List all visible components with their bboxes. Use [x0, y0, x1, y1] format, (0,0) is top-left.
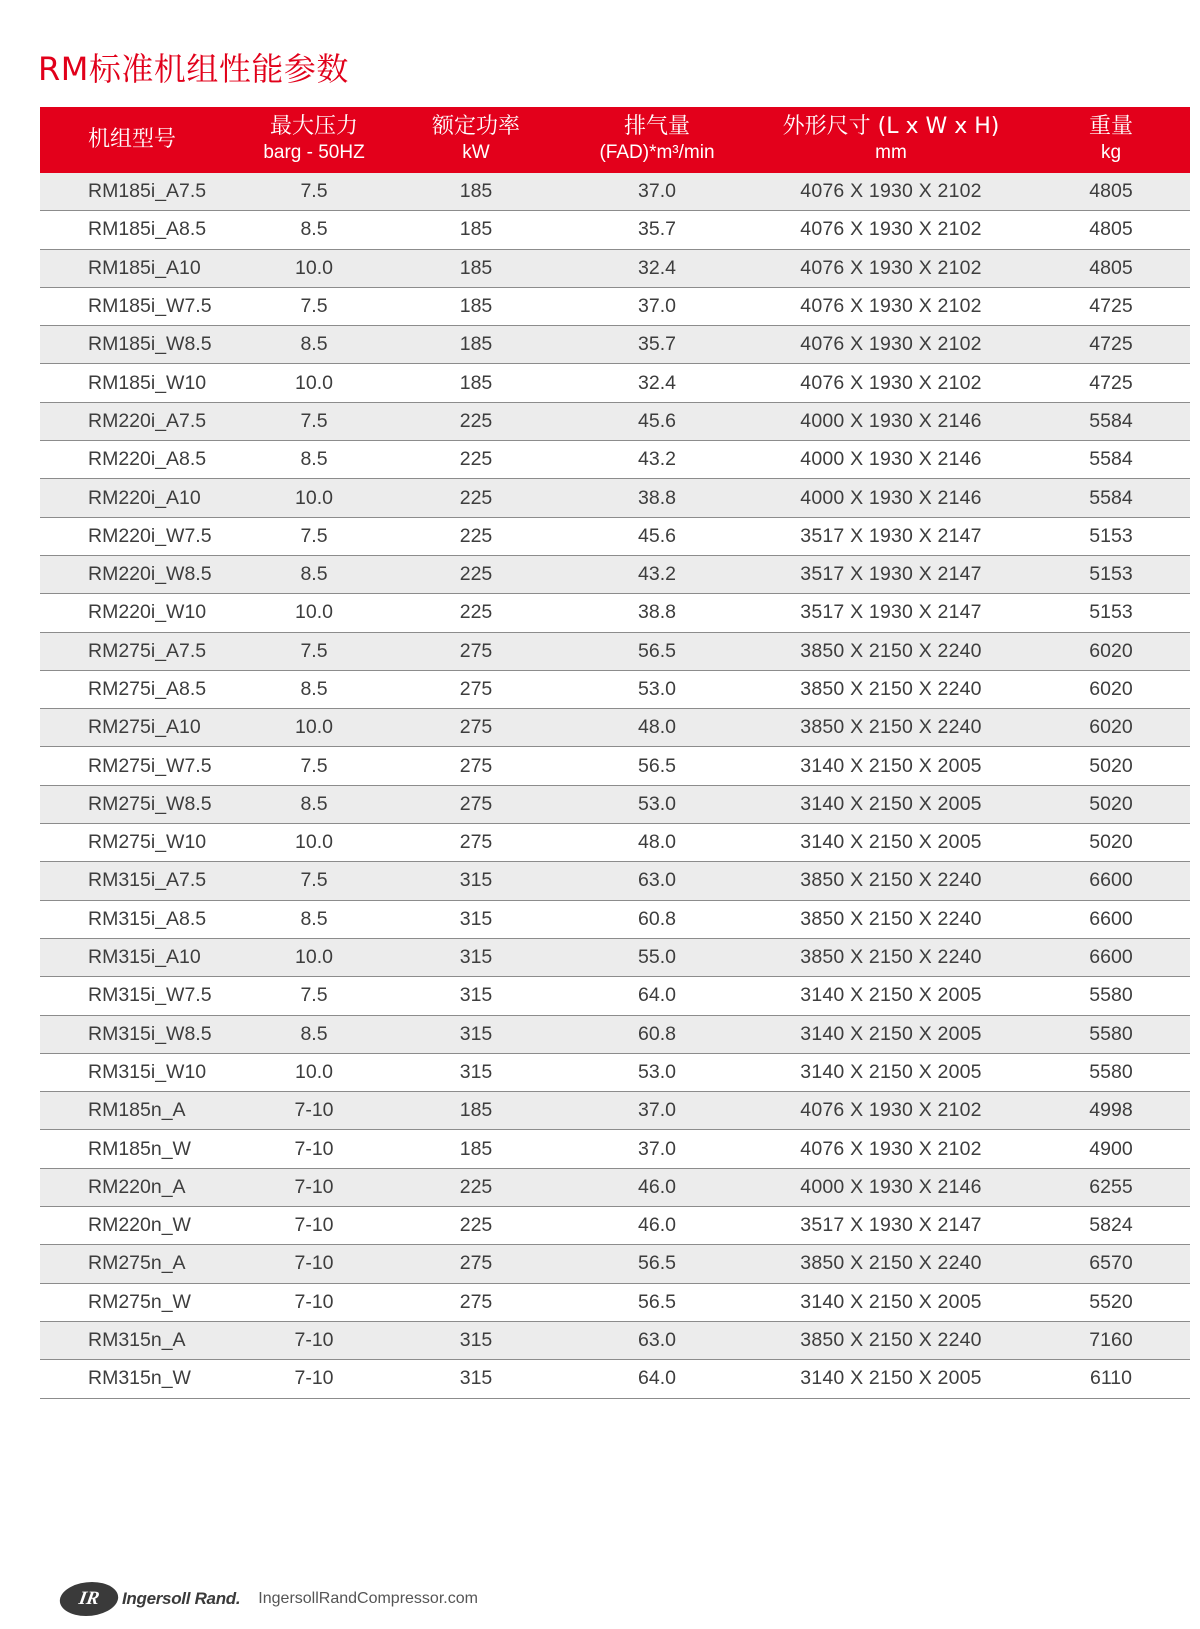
cell-pressure: 7-10: [294, 1214, 334, 1237]
cell-weight: 5580: [1089, 1022, 1133, 1045]
table-row: [40, 939, 1190, 977]
table-row: [40, 364, 1190, 402]
cell-pressure: 7-10: [294, 1329, 334, 1352]
cell-model: RM275i_W7.5: [88, 754, 212, 777]
cell-model: RM185i_W10: [88, 371, 207, 394]
cell-power: 315: [459, 869, 493, 892]
cell-power: 315: [459, 1060, 493, 1083]
cell-power: 275: [459, 716, 493, 739]
cell-power: 275: [459, 1290, 493, 1313]
cell-model: RM315i_A8.5: [88, 907, 207, 930]
cell-power: 225: [459, 563, 493, 586]
brand-logo-mark: IR: [57, 1582, 121, 1616]
cell-pressure: 7-10: [294, 1175, 334, 1198]
header-power: [388, 107, 564, 173]
header-pressure: [240, 107, 388, 173]
cell-weight: 5584: [1089, 409, 1133, 432]
cell-model: RM185i_A10: [88, 256, 201, 279]
header-power-unit: kW: [462, 142, 490, 163]
page-title: RM标准机组性能参数: [38, 50, 349, 88]
cell-dimensions: 3140 X 2150 X 2005: [800, 1367, 982, 1390]
cell-pressure: 10.0: [295, 831, 333, 854]
cell-model: RM275n_A: [88, 1252, 186, 1275]
cell-power: 185: [459, 1099, 493, 1122]
cell-dimensions: 4000 X 1930 X 2146: [800, 486, 982, 509]
table-row: [40, 518, 1190, 556]
cell-dimensions: 4076 X 1930 X 2102: [800, 1137, 982, 1160]
table-row: [40, 824, 1190, 862]
cell-pressure: 8.5: [300, 678, 328, 700]
header-model: [40, 107, 240, 173]
cell-weight: 4900: [1089, 1137, 1133, 1160]
cell-fad: 63.0: [638, 1329, 676, 1352]
cell-pressure: 7-10: [294, 1290, 334, 1313]
cell-weight: 5020: [1089, 792, 1133, 815]
table-row: [40, 709, 1190, 747]
table-row: [40, 1130, 1190, 1168]
cell-power: 225: [459, 409, 493, 432]
cell-fad: 37.0: [638, 295, 676, 318]
cell-pressure: 7.5: [300, 409, 328, 432]
cell-power: 275: [459, 754, 493, 777]
cell-weight: 7160: [1089, 1329, 1133, 1352]
cell-model: RM275i_A10: [88, 716, 201, 739]
cell-power: 275: [459, 1252, 493, 1275]
cell-pressure: 10.0: [295, 371, 333, 394]
cell-fad: 35.7: [638, 333, 676, 356]
cell-fad: 56.5: [638, 639, 676, 662]
cell-weight: 6020: [1089, 716, 1133, 739]
table-row: [40, 556, 1190, 594]
cell-dimensions: 3517 X 1930 X 2147: [800, 524, 982, 547]
cell-power: 185: [459, 1137, 493, 1160]
cell-fad: 56.5: [638, 1252, 676, 1275]
cell-fad: 38.8: [638, 486, 676, 509]
table-row: [40, 747, 1190, 785]
brand-logo: [60, 1582, 240, 1616]
header-dimensions: [750, 107, 1032, 173]
cell-weight: 4725: [1089, 295, 1133, 318]
cell-model: RM315i_W7.5: [88, 984, 212, 1007]
cell-dimensions: 4076 X 1930 X 2102: [800, 371, 982, 394]
table-row: [40, 671, 1190, 709]
cell-weight: 6600: [1089, 907, 1133, 930]
cell-pressure: 8.5: [300, 333, 328, 356]
header-model-label: 机组型号: [88, 127, 177, 152]
cell-weight: 6110: [1090, 1367, 1132, 1390]
table-row: [40, 1360, 1190, 1398]
cell-dimensions: 3850 X 2150 X 2240: [800, 1329, 982, 1352]
cell-pressure: 7-10: [294, 1137, 334, 1160]
cell-fad: 53.0: [638, 678, 676, 700]
cell-pressure: 8.5: [300, 563, 328, 586]
table-row: [40, 479, 1190, 517]
cell-dimensions: 4000 X 1930 X 2146: [800, 409, 982, 432]
cell-weight: 6570: [1089, 1252, 1133, 1275]
cell-dimensions: 3140 X 2150 X 2005: [800, 1290, 982, 1313]
cell-fad: 45.6: [638, 409, 676, 432]
cell-fad: 56.5: [638, 1290, 676, 1313]
table-row: [40, 977, 1190, 1015]
cell-weight: 4725: [1089, 371, 1133, 394]
cell-pressure: 10.0: [295, 716, 333, 739]
cell-weight: 5020: [1089, 831, 1133, 854]
cell-pressure: 8.5: [300, 448, 328, 471]
cell-model: RM220i_W10: [88, 601, 207, 624]
cell-dimensions: 4076 X 1930 X 2102: [800, 256, 982, 279]
cell-model: RM275i_W10: [88, 831, 207, 854]
cell-dimensions: 3140 X 2150 X 2005: [800, 1022, 982, 1045]
table-row: [40, 786, 1190, 824]
table-row: [40, 250, 1190, 288]
cell-weight: 6255: [1089, 1175, 1133, 1198]
cell-pressure: 10.0: [295, 1060, 333, 1083]
cell-pressure: 7.5: [300, 524, 328, 547]
cell-model: RM275i_W8.5: [88, 792, 212, 815]
cell-dimensions: 4076 X 1930 X 2102: [800, 333, 982, 356]
cell-fad: 53.0: [638, 1060, 676, 1083]
cell-fad: 48.0: [638, 831, 676, 854]
cell-pressure: 10.0: [295, 256, 333, 279]
table-row: [40, 326, 1190, 364]
table-row: [40, 1322, 1190, 1360]
table-row: [40, 403, 1190, 441]
cell-dimensions: 3517 X 1930 X 2147: [800, 601, 982, 624]
cell-pressure: 8.5: [300, 1022, 328, 1045]
cell-pressure: 7.5: [300, 180, 328, 203]
cell-pressure: 10.0: [295, 486, 333, 509]
website-url: IngersollRandCompressor.com: [258, 1590, 478, 1607]
header-dimensions-label: 外形尺寸 (L x W x H): [782, 114, 1000, 139]
cell-model: RM315i_A7.5: [88, 869, 207, 892]
cell-power: 315: [459, 1022, 493, 1045]
cell-dimensions: 3850 X 2150 X 2240: [800, 678, 982, 700]
cell-pressure: 7.5: [300, 984, 328, 1007]
cell-model: RM185i_W8.5: [88, 333, 212, 356]
cell-pressure: 8.5: [300, 907, 328, 930]
table-row: [40, 1016, 1190, 1054]
cell-pressure: 7-10: [294, 1367, 334, 1390]
cell-dimensions: 3850 X 2150 X 2240: [800, 639, 982, 662]
header-pressure-label: 最大压力: [269, 114, 358, 139]
cell-dimensions: 4076 X 1930 X 2102: [800, 295, 982, 318]
cell-weight: 5153: [1089, 563, 1133, 586]
cell-dimensions: 3140 X 2150 X 2005: [800, 792, 982, 815]
table-body: [40, 173, 1190, 1399]
cell-power: 275: [459, 831, 493, 854]
footer: [60, 1582, 478, 1616]
cell-model: RM220i_A7.5: [88, 409, 207, 432]
cell-fad: 43.2: [638, 448, 676, 471]
cell-model: RM185i_W7.5: [88, 295, 212, 318]
cell-weight: 5153: [1089, 601, 1133, 624]
table-row: [40, 1169, 1190, 1207]
table-row: [40, 441, 1190, 479]
cell-weight: 5520: [1089, 1290, 1133, 1313]
cell-fad: 60.8: [638, 1022, 676, 1045]
cell-fad: 48.0: [638, 716, 676, 739]
table-row: [40, 633, 1190, 671]
cell-model: RM185n_A: [88, 1099, 186, 1122]
cell-dimensions: 4076 X 1930 X 2102: [800, 180, 982, 203]
cell-fad: 43.2: [638, 563, 676, 586]
cell-dimensions: 3140 X 2150 X 2005: [800, 754, 982, 777]
cell-power: 315: [459, 984, 493, 1007]
cell-fad: 37.0: [638, 1099, 676, 1122]
header-weight-label: 重量: [1088, 114, 1133, 139]
cell-power: 225: [459, 1214, 493, 1237]
cell-power: 315: [459, 1329, 493, 1352]
cell-fad: 37.0: [638, 180, 676, 203]
cell-weight: 6020: [1089, 678, 1133, 700]
cell-weight: 5020: [1089, 754, 1133, 777]
cell-model: RM315n_A: [88, 1329, 186, 1352]
cell-pressure: 10.0: [295, 946, 333, 969]
cell-fad: 38.8: [638, 601, 676, 624]
cell-pressure: 7.5: [300, 754, 328, 777]
cell-dimensions: 3850 X 2150 X 2240: [800, 869, 982, 892]
table-row: [40, 1092, 1190, 1130]
cell-model: RM315i_A10: [88, 946, 201, 969]
cell-power: 315: [459, 907, 493, 930]
cell-weight: 5153: [1089, 524, 1133, 547]
cell-fad: 45.6: [638, 524, 676, 547]
cell-power: 225: [459, 486, 493, 509]
table-row: [40, 211, 1190, 249]
cell-dimensions: 3140 X 2150 X 2005: [800, 831, 982, 854]
cell-weight: 6600: [1089, 946, 1133, 969]
cell-fad: 35.7: [638, 218, 676, 241]
header-fad-label: 排气量: [623, 114, 690, 139]
table-row: [40, 1245, 1190, 1283]
cell-model: RM275i_A7.5: [88, 639, 207, 662]
cell-weight: 4805: [1089, 256, 1133, 279]
cell-model: RM220i_A10: [88, 486, 201, 509]
cell-power: 185: [459, 295, 493, 318]
header-weight: [1032, 107, 1190, 173]
cell-model: RM185i_A8.5: [88, 218, 207, 241]
cell-power: 315: [459, 946, 493, 969]
cell-power: 225: [459, 448, 493, 471]
cell-power: 185: [459, 256, 493, 279]
cell-fad: 53.0: [638, 792, 676, 815]
cell-dimensions: 3517 X 1930 X 2147: [800, 1214, 982, 1237]
cell-dimensions: 3850 X 2150 X 2240: [800, 716, 982, 739]
cell-pressure: 8.5: [300, 792, 328, 815]
cell-weight: 4805: [1089, 180, 1133, 203]
cell-model: RM185i_A7.5: [88, 180, 207, 203]
cell-power: 275: [459, 792, 493, 815]
cell-model: RM220i_W8.5: [88, 563, 212, 586]
cell-dimensions: 4000 X 1930 X 2146: [800, 448, 982, 471]
cell-fad: 37.0: [638, 1137, 676, 1160]
header-fad-unit: (FAD)*m³/min: [599, 142, 715, 163]
cell-model: RM220n_W: [88, 1214, 191, 1237]
table-row: [40, 901, 1190, 939]
cell-fad: 46.0: [638, 1214, 676, 1237]
cell-weight: 4725: [1089, 333, 1133, 356]
cell-model: RM315n_W: [88, 1367, 191, 1390]
cell-dimensions: 3850 X 2150 X 2240: [800, 907, 982, 930]
cell-model: RM220i_A8.5: [88, 448, 207, 471]
header-power-label: 额定功率: [431, 114, 520, 139]
cell-dimensions: 3140 X 2150 X 2005: [800, 1060, 982, 1083]
cell-power: 225: [459, 524, 493, 547]
cell-dimensions: 3850 X 2150 X 2240: [800, 1252, 982, 1275]
cell-fad: 32.4: [638, 371, 676, 394]
table-row: [40, 288, 1190, 326]
table-row: [40, 1054, 1190, 1092]
cell-model: RM275n_W: [88, 1290, 191, 1313]
cell-model: RM275i_A8.5: [88, 678, 207, 700]
cell-model: RM220n_A: [88, 1175, 186, 1198]
table-row: [40, 862, 1190, 900]
cell-pressure: 7-10: [294, 1252, 334, 1275]
cell-power: 185: [459, 333, 493, 356]
cell-pressure: 10.0: [295, 601, 333, 624]
header-fad: [564, 107, 750, 173]
cell-power: 225: [459, 601, 493, 624]
cell-power: 185: [459, 218, 493, 241]
cell-dimensions: 3850 X 2150 X 2240: [800, 946, 982, 969]
cell-weight: 5580: [1089, 1060, 1133, 1083]
cell-dimensions: 4076 X 1930 X 2102: [800, 218, 982, 241]
cell-power: 315: [459, 1367, 493, 1390]
cell-dimensions: 4076 X 1930 X 2102: [800, 1099, 982, 1122]
cell-pressure: 7-10: [294, 1099, 334, 1122]
cell-power: 185: [459, 180, 493, 203]
spec-table: [40, 107, 1190, 1399]
cell-fad: 63.0: [638, 869, 676, 892]
cell-weight: 6600: [1089, 869, 1133, 892]
cell-weight: 5824: [1089, 1214, 1133, 1237]
header-weight-unit: kg: [1100, 142, 1122, 163]
table-row: [40, 1284, 1190, 1322]
cell-weight: 4998: [1089, 1099, 1133, 1122]
cell-pressure: 8.5: [300, 218, 328, 241]
table-row: [40, 173, 1190, 211]
brand-logo-text: Ingersoll Rand.: [122, 1589, 241, 1608]
cell-weight: 6020: [1089, 639, 1133, 662]
cell-dimensions: 3140 X 2150 X 2005: [800, 984, 982, 1007]
table-header: [40, 107, 1190, 173]
cell-model: RM185n_W: [88, 1137, 191, 1160]
table-row: [40, 594, 1190, 632]
cell-fad: 64.0: [638, 984, 676, 1007]
header-dimensions-unit: mm: [875, 142, 907, 163]
cell-fad: 56.5: [638, 754, 676, 777]
cell-model: RM220i_W7.5: [88, 524, 212, 547]
cell-fad: 32.4: [638, 256, 676, 279]
cell-weight: 5584: [1089, 486, 1133, 509]
cell-power: 225: [459, 1175, 493, 1198]
header-pressure-unit: barg - 50HZ: [263, 142, 365, 163]
cell-power: 185: [459, 371, 493, 394]
cell-pressure: 7.5: [300, 869, 328, 892]
cell-fad: 60.8: [638, 907, 676, 930]
cell-dimensions: 3517 X 1930 X 2147: [800, 563, 982, 586]
cell-power: 275: [459, 639, 493, 662]
cell-pressure: 7.5: [300, 295, 328, 318]
cell-fad: 55.0: [638, 946, 676, 969]
cell-dimensions: 4000 X 1930 X 2146: [800, 1175, 982, 1198]
table-row: [40, 1207, 1190, 1245]
cell-model: RM315i_W10: [88, 1060, 207, 1083]
cell-fad: 46.0: [638, 1175, 676, 1198]
cell-power: 275: [459, 678, 493, 700]
cell-weight: 4805: [1089, 218, 1133, 241]
cell-fad: 64.0: [638, 1367, 676, 1390]
cell-model: RM315i_W8.5: [88, 1022, 212, 1045]
cell-pressure: 7.5: [300, 639, 328, 662]
cell-weight: 5584: [1089, 448, 1133, 471]
cell-weight: 5580: [1089, 984, 1133, 1007]
